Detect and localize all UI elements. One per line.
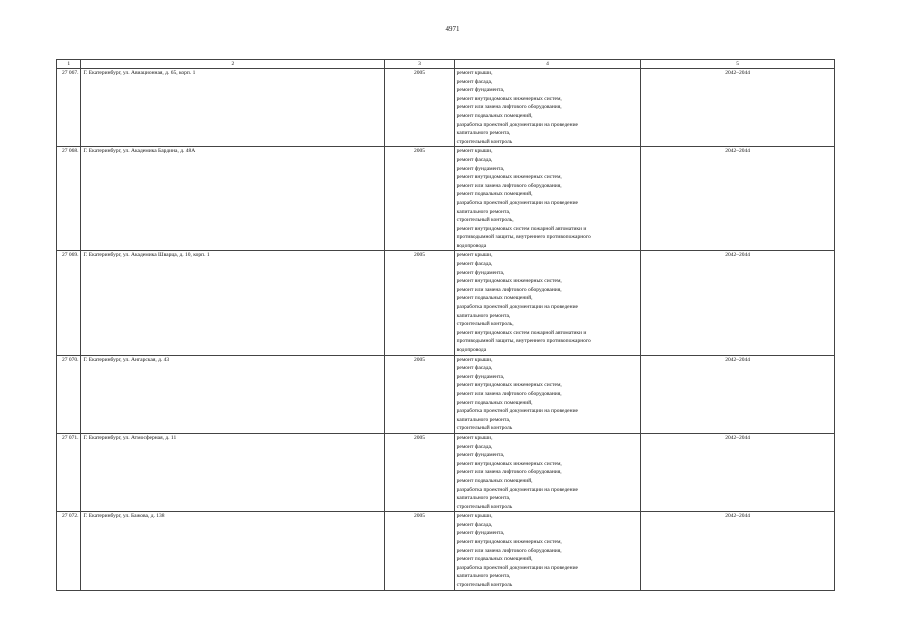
- work-item: ремонт крыши,: [456, 70, 493, 76]
- work-item: ремонт подвальных помещений,: [456, 112, 533, 119]
- table-row: [57, 433, 835, 511]
- address-cell: Г. Екатеринбург, ул. Ангарская, д. 43: [81, 355, 385, 433]
- work-item: ремонт или замена лифтового оборудования,: [456, 547, 562, 554]
- period-cell: 2042–2044: [641, 355, 835, 433]
- table-row: [57, 251, 835, 355]
- address-cell: Г. Екатеринбург, ул. Атмосферная, д. 11: [81, 433, 385, 511]
- row-number: 27 071.: [57, 433, 81, 511]
- work-item: разработка проектной документации на проведение: [456, 408, 578, 415]
- work-item: ремонт крыши,: [456, 513, 493, 520]
- build-year-cell: 2005: [385, 69, 454, 147]
- works-cell: [454, 69, 641, 147]
- work-item: ремонт подвальных помещений,: [456, 399, 533, 406]
- work-item: строительный контроль: [456, 425, 513, 432]
- work-item: ремонт или замена лифтового оборудования,: [456, 390, 562, 397]
- work-item: ремонт фасада,: [456, 261, 493, 268]
- work-item: ремонт внутридомовых инженерных систем,: [456, 539, 562, 546]
- works-cell: [454, 512, 641, 590]
- capital-repair-table: [56, 59, 835, 591]
- work-item: ремонт подвальных помещений,: [456, 295, 533, 302]
- work-item: капитального ремонта,: [456, 573, 511, 580]
- work-item: ремонт фасада,: [456, 156, 493, 163]
- row-number: 27 068.: [57, 147, 81, 251]
- work-item: ремонт крыши,: [456, 356, 493, 363]
- work-item: ремонт фасада,: [456, 365, 493, 372]
- address-cell: Г. Екатеринбург, ул. Академика Шварца, д. 10, корп. 1: [81, 251, 385, 355]
- column-number-1: 1: [57, 60, 81, 69]
- row-number: 27 067.: [57, 69, 81, 147]
- build-year-cell: 2005: [385, 433, 454, 511]
- work-item: ремонт внутридомовых инженерных систем,: [456, 278, 562, 285]
- table-row: [57, 512, 835, 590]
- address-cell: Г. Екатеринбург, ул. Бажова, д. 138: [81, 512, 385, 590]
- work-item: ремонт крыши,: [456, 148, 493, 155]
- work-item: ремонт или замена лифтового оборудования,: [456, 469, 562, 476]
- column-number-2: 2: [81, 60, 385, 69]
- work-item: капитального ремонта,: [456, 208, 511, 215]
- work-item: ремонт фасада,: [456, 521, 493, 528]
- work-item: разработка проектной документации на проведение: [456, 304, 578, 311]
- work-item: ремонт крыши,: [456, 252, 493, 259]
- work-item: ремонт подвальных помещений,: [456, 477, 533, 484]
- work-item: разработка проектной документации на проведение: [456, 486, 578, 493]
- build-year-cell: 2005: [385, 355, 454, 433]
- works-cell: [454, 251, 641, 355]
- table-row: [57, 355, 835, 433]
- column-number-4: 4: [454, 60, 641, 69]
- work-item: ремонт внутридомовых систем пожарной автоматики и: [456, 329, 587, 336]
- work-item: ремонт фундамента,: [456, 269, 505, 276]
- work-item: ремонт внутридомовых инженерных систем,: [456, 460, 562, 467]
- work-item: ремонт крыши,: [456, 434, 493, 441]
- work-item: разработка проектной документации на проведение: [456, 199, 578, 206]
- build-year-cell: 2005: [385, 251, 454, 355]
- work-item: строительный контроль: [456, 503, 513, 510]
- work-item: противодымной защиты, внутреннего противопожарного: [456, 234, 591, 241]
- period-cell: 2042–2044: [641, 147, 835, 251]
- work-item: ремонт внутридомовых инженерных систем,: [456, 95, 562, 102]
- work-item: разработка проектной документации на проведение: [456, 564, 578, 571]
- column-number-3: 3: [385, 60, 454, 69]
- work-item: строительный контроль,: [456, 321, 514, 328]
- row-number: 27 069.: [57, 251, 81, 355]
- work-item: строительный контроль: [456, 582, 513, 589]
- works-cell: [454, 147, 641, 251]
- work-item: капитального ремонта,: [456, 495, 511, 502]
- period-cell: 2042–2044: [641, 433, 835, 511]
- table-body: [57, 60, 835, 591]
- table-row: [57, 69, 835, 147]
- work-item: ремонт фундамента,: [456, 530, 505, 537]
- work-item: ремонт фасада,: [456, 443, 493, 450]
- work-item: водопровода: [456, 347, 487, 353]
- table-row: [57, 147, 835, 251]
- work-item: ремонт или замена лифтового оборудования,: [456, 104, 562, 111]
- page-number: 4971: [445, 25, 460, 33]
- work-item: ремонт или замена лифтового оборудования,: [456, 286, 562, 293]
- work-item: ремонт подвальных помещений,: [456, 556, 533, 563]
- work-item: ремонт или замена лифтового оборудования,: [456, 182, 562, 189]
- work-item: капитального ремонта,: [456, 130, 511, 137]
- column-number-5: 5: [641, 60, 835, 69]
- period-cell: 2042–2044: [641, 251, 835, 355]
- period-cell: 2042–2044: [641, 512, 835, 590]
- work-item: ремонт внутридомовых инженерных систем,: [456, 382, 562, 389]
- work-item: капитального ремонта,: [456, 312, 511, 319]
- work-item: ремонт фундамента,: [456, 87, 505, 94]
- address-cell: Г. Екатеринбург, ул. Академика Бардина, д. 48А: [81, 147, 385, 251]
- row-number: 27 072.: [57, 512, 81, 590]
- work-item: строительный контроль,: [456, 217, 514, 224]
- column-number-row: [57, 60, 835, 69]
- period-cell: 2042–2044: [641, 69, 835, 147]
- work-item: ремонт фасада,: [456, 78, 493, 85]
- work-item: капитального ремонта,: [456, 416, 511, 423]
- work-item: ремонт внутридомовых систем пожарной автоматики и: [456, 225, 587, 232]
- work-item: ремонт фундамента,: [456, 165, 505, 172]
- work-item: противодымной защиты, внутреннего противопожарного: [456, 338, 591, 345]
- works-cell: [454, 355, 641, 433]
- work-item: разработка проектной документации на проведение: [456, 121, 578, 128]
- work-item: строительный контроль: [456, 138, 513, 145]
- build-year-cell: 2005: [385, 147, 454, 251]
- work-item: ремонт фундамента,: [456, 452, 505, 459]
- build-year-cell: 2005: [385, 512, 454, 590]
- work-item: ремонт фундамента,: [456, 373, 505, 380]
- address-cell: Г. Екатеринбург, ул. Авиационная, д. 65, корп. 1: [81, 69, 385, 147]
- work-item: ремонт внутридомовых инженерных систем,: [456, 174, 562, 181]
- row-number: 27 070.: [57, 355, 81, 433]
- works-cell: [454, 433, 641, 511]
- work-item: ремонт подвальных помещений,: [456, 191, 533, 198]
- work-item: водопровода: [456, 242, 487, 249]
